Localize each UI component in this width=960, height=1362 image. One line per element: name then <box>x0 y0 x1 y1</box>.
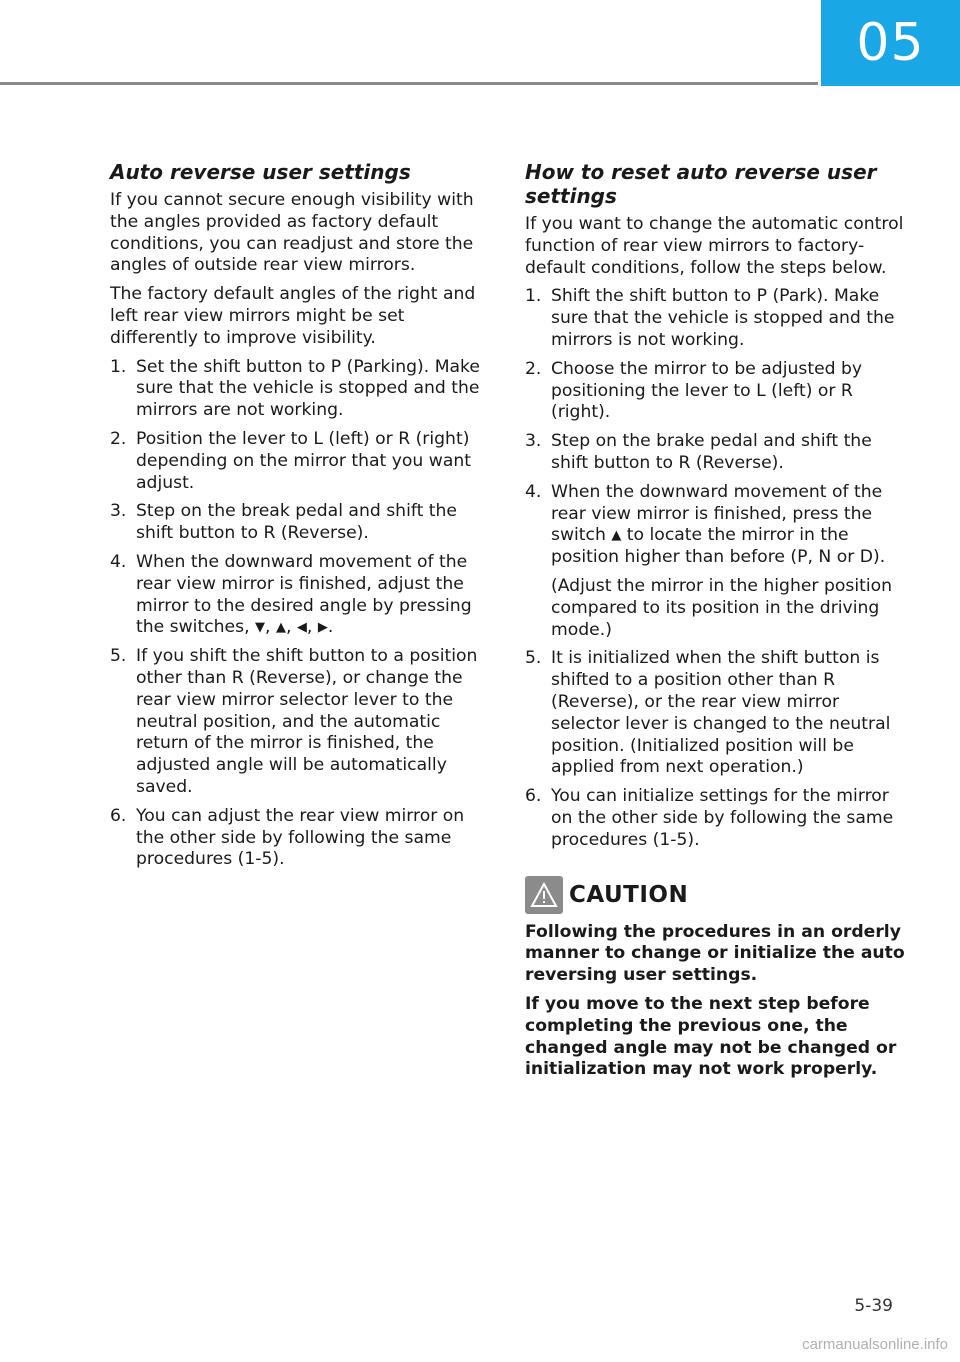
list-item <box>110 357 486 422</box>
list-item <box>110 646 486 799</box>
steps-list <box>525 286 905 851</box>
caution-text: If you move to the next step before completing the previous one, the changed angle may not be changed or initialization may not work properly. <box>525 993 897 1080</box>
down-triangle-icon: ▼ <box>255 620 265 636</box>
section-heading: How to reset auto reverse user settings <box>525 160 877 208</box>
right-triangle-icon: ▶ <box>317 620 328 636</box>
step-number: 6. <box>525 786 542 807</box>
page-number: 5-39 <box>854 1296 893 1316</box>
step-text: Step on the break pedal and shift the shift button to R (Reverse). <box>136 501 458 544</box>
step-text: Set the shift button to P (Parking). Make sure that the vehicle is stopped and the mirrors are not working. <box>136 356 480 421</box>
step-note: (Adjust the mirror in the higher position compared to its position in the driving mode.) <box>551 575 893 640</box>
header-rule <box>0 82 818 85</box>
list-item <box>525 359 905 424</box>
list-item <box>525 786 905 851</box>
caution-text: Following the procedures in an orderly manner to change or initialize the auto reversing user settings. <box>525 921 905 986</box>
chapter-tab <box>821 0 960 86</box>
step-number: 3. <box>110 501 127 522</box>
step-text: Shift the shift button to P (Park). Make sure that the vehicle is stopped and the mirrors is not working. <box>551 286 895 350</box>
chapter-number: 05 <box>856 13 925 73</box>
up-triangle-icon: ▲ <box>611 528 622 544</box>
separator: , <box>265 617 276 638</box>
paragraph: If you cannot secure enough visibility with the angles provided as factory default conditions, you can readjust and store the angles of outside rear view mirrors. <box>110 190 474 276</box>
step-number: 4. <box>525 481 542 502</box>
left-column <box>110 160 486 878</box>
step-number: 1. <box>525 286 542 307</box>
step-number: 5. <box>525 648 542 669</box>
section-heading: Auto reverse user settings <box>110 160 411 184</box>
separator: , <box>285 617 297 638</box>
warning-triangle-icon <box>525 876 563 914</box>
paragraph: If you want to change the automatic control function of rear view mirrors to factory-default conditions, follow the steps below. <box>525 214 904 278</box>
list-item <box>110 552 486 639</box>
list-item <box>110 806 486 871</box>
list-item <box>525 286 905 351</box>
step-text-end: . <box>327 617 334 638</box>
step-text: Position the lever to L (left) or R (right) depending on the mirror that you want adjust. <box>136 428 472 493</box>
step-number: 5. <box>110 646 127 667</box>
list-item <box>110 501 486 545</box>
step-text: When the downward movement of the rear view mirror is finished, adjust the mirror to the desired angle by pressing the switches, <box>136 551 472 638</box>
step-text: If you shift the shift button to a position other than R (Reverse), or change the rear view mirror selector lever to the neutral position, and the automatic return of the mirror is finished, the adjusted angle will be automatically saved. <box>136 646 478 797</box>
caution-header <box>525 876 905 914</box>
watermark: carmanualsonline.info <box>802 1336 948 1353</box>
step-text: You can initialize settings for the mirror on the other side by following the same procedures (1-5). <box>551 786 894 850</box>
step-number: 2. <box>110 428 127 449</box>
step-text: When the downward movement of the rear view mirror is finished, press the switch <box>551 481 883 546</box>
steps-list <box>110 357 486 872</box>
step-number: 2. <box>525 358 542 379</box>
up-triangle-icon: ▲ <box>275 620 286 636</box>
separator: , <box>306 617 318 638</box>
left-triangle-icon: ◀ <box>296 620 307 636</box>
list-item <box>110 429 486 494</box>
step-text: You can adjust the rear view mirror on the other side by following the same procedures (1-5). <box>136 805 465 870</box>
step-number: 4. <box>110 551 127 572</box>
step-text-end: to locate the mirror in the position higher than before (P, N or D). <box>551 525 886 568</box>
right-column <box>525 160 905 1088</box>
step-text: It is initialized when the shift button is shifted to a position other than R (Reverse), or the rear view mirror selector lever is changed to the neutral position. (Initialized position will be applied from next operation.) <box>551 648 891 778</box>
step-number: 1. <box>110 356 127 377</box>
list-item <box>525 482 905 642</box>
step-text: Choose the mirror to be adjusted by positioning the lever to L (left) or R (right). <box>551 358 863 423</box>
list-item <box>525 431 905 475</box>
step-text: Step on the brake pedal and shift the shift button to R (Reverse). <box>551 431 872 473</box>
step-number: 6. <box>110 805 127 826</box>
caution-box <box>525 876 905 1082</box>
list-item <box>525 648 905 779</box>
caution-title: CAUTION <box>569 881 689 908</box>
step-number: 3. <box>525 431 542 452</box>
paragraph: The factory default angles of the right and left rear view mirrors might be set differently to improve visibility. <box>110 284 476 348</box>
